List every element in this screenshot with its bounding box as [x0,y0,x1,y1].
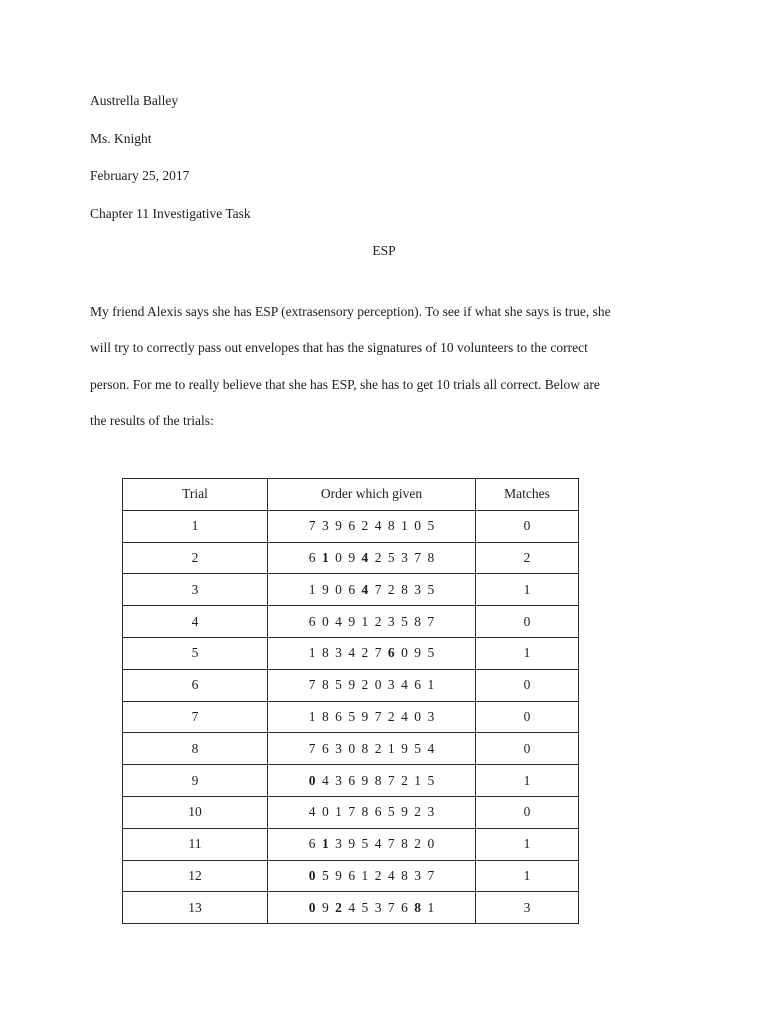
table-row [123,574,579,606]
order-digit: 2 [374,613,382,629]
trial-number: 13 [123,892,268,924]
order-digit: 2 [414,804,422,820]
trial-number: 8 [123,733,268,765]
order-cell [268,892,476,924]
order-digit: 6 [321,740,329,756]
order-digit: 7 [387,836,395,852]
order-digit: 9 [361,772,369,788]
matches-count: 1 [476,637,579,669]
order-digit: 3 [374,899,382,915]
order-digits [306,582,438,598]
order-digit: 0 [414,708,422,724]
order-digit: 1 [361,613,369,629]
document-title: ESP [372,243,396,258]
order-digit: 8 [387,518,395,534]
order-digit: 5 [321,867,329,883]
order-digit: 3 [401,549,408,565]
order-digit: 9 [401,804,408,820]
order-digit: 3 [321,518,329,534]
table-row [123,606,579,638]
order-digit: 7 [387,899,395,915]
header-trial: Trial [123,479,268,511]
order-digits [306,550,438,566]
order-digit: 7 [308,518,316,534]
order-digits [306,677,438,693]
order-digit: 9 [348,677,356,693]
intro-paragraph [90,294,690,439]
order-digit: 9 [321,581,329,597]
order-digit: 1 [308,581,316,597]
order-digit: 1 [361,867,369,883]
matched-digit: 0 [308,772,316,788]
order-digit: 2 [361,677,369,693]
trial-number: 1 [123,510,268,542]
trials-table [122,478,579,924]
order-digit: 9 [361,708,369,724]
order-digit: 8 [321,645,329,661]
order-digits [306,804,438,820]
order-digit: 2 [361,645,369,661]
order-digit: 3 [335,772,342,788]
order-digit: 4 [387,867,395,883]
order-digit: 6 [348,772,356,788]
trial-number: 5 [123,637,268,669]
trial-number: 12 [123,860,268,892]
order-cell [268,510,476,542]
order-digits [306,741,438,757]
matches-count: 0 [476,796,579,828]
table-row [123,510,579,542]
order-cell [268,733,476,765]
order-cell [268,542,476,574]
order-digits [306,645,438,661]
order-digit: 4 [348,645,356,661]
order-digits [306,709,438,725]
order-digit: 3 [427,708,435,724]
order-digit: 8 [321,708,329,724]
matches-count: 1 [476,828,579,860]
order-digits [306,518,438,534]
order-digit: 7 [427,613,435,629]
order-cell [268,765,476,797]
table-row [123,828,579,860]
order-digit: 9 [348,836,356,852]
order-digit: 6 [308,836,316,852]
order-digit: 2 [401,772,408,788]
matches-count: 0 [476,701,579,733]
order-digits [306,836,438,852]
order-digit: 6 [308,549,316,565]
order-digit: 7 [414,549,422,565]
order-digit: 8 [401,867,408,883]
order-digit: 5 [427,645,435,661]
matched-digit: 0 [308,867,316,883]
table-row [123,796,579,828]
order-digit: 4 [374,518,382,534]
order-digit: 0 [335,581,342,597]
order-digit: 8 [321,677,329,693]
order-digit: 6 [335,708,342,724]
header-order: Order which given [268,479,476,511]
trial-number: 7 [123,701,268,733]
order-digit: 9 [321,899,329,915]
paragraph-line: person. For me to really believe that she has ESP, she has to get 10 trials all correct. Below are [90,376,600,392]
order-digit: 6 [401,899,408,915]
order-digit: 5 [361,899,369,915]
order-cell [268,574,476,606]
trial-number: 6 [123,669,268,701]
order-digit: 8 [361,804,369,820]
order-digit: 0 [427,836,435,852]
order-digit: 1 [387,740,395,756]
order-digit: 1 [414,772,422,788]
matched-digit: 1 [321,836,329,852]
order-digit: 3 [387,677,395,693]
order-digit: 6 [348,518,356,534]
order-digits [306,868,438,884]
table-row [123,669,579,701]
order-digits [306,773,438,789]
table-body [123,510,579,923]
order-cell [268,701,476,733]
order-digit: 5 [387,804,395,820]
order-digit: 0 [321,804,329,820]
order-digit: 6 [308,613,316,629]
matches-count: 0 [476,669,579,701]
matched-digit: 2 [335,899,342,915]
order-digit: 5 [335,677,342,693]
order-digit: 0 [374,677,382,693]
order-digit: 7 [374,645,382,661]
order-digit: 4 [308,804,316,820]
order-digit: 2 [374,740,382,756]
order-digit: 7 [308,740,316,756]
order-digit: 9 [348,549,356,565]
order-digits [306,614,438,630]
order-digit: 7 [427,867,435,883]
order-digit: 8 [414,613,422,629]
order-digit: 8 [427,549,435,565]
order-digit: 8 [374,772,382,788]
teacher-name: Ms. Knight [90,131,152,146]
order-digit: 4 [427,740,435,756]
matched-digit: 6 [387,645,395,661]
order-digit: 9 [414,645,422,661]
order-digit: 5 [414,740,422,756]
matches-count: 1 [476,860,579,892]
order-digit: 0 [335,549,342,565]
order-digit: 2 [374,867,382,883]
matches-count: 3 [476,892,579,924]
order-digit: 7 [308,677,316,693]
order-digit: 4 [401,708,408,724]
order-digit: 3 [335,740,342,756]
order-digit: 4 [321,772,329,788]
matched-digit: 4 [361,581,369,597]
order-digits [306,900,438,916]
order-digit: 1 [335,804,342,820]
order-digit: 2 [387,581,395,597]
trial-number: 3 [123,574,268,606]
matches-count: 2 [476,542,579,574]
trial-number: 9 [123,765,268,797]
order-cell [268,828,476,860]
order-digit: 6 [374,804,382,820]
order-digit: 8 [401,581,408,597]
order-digit: 8 [401,836,408,852]
table-row [123,542,579,574]
order-digit: 3 [335,836,342,852]
header-matches: Matches [476,479,579,511]
matched-digit: 1 [321,549,329,565]
order-digit: 2 [387,708,395,724]
order-digit: 7 [348,804,356,820]
order-digit: 6 [414,677,422,693]
order-cell [268,637,476,669]
order-digit: 7 [374,708,382,724]
order-digit: 9 [335,867,342,883]
table-row [123,733,579,765]
order-digit: 3 [414,581,422,597]
order-digit: 2 [414,836,422,852]
order-cell [268,669,476,701]
order-digit: 2 [374,549,382,565]
order-cell [268,606,476,638]
order-digit: 4 [374,836,382,852]
table-row [123,637,579,669]
order-digit: 4 [348,899,356,915]
matched-digit: 0 [308,899,316,915]
order-digit: 9 [335,518,342,534]
matches-count: 0 [476,510,579,542]
trial-number: 4 [123,606,268,638]
order-digit: 4 [335,613,342,629]
order-digit: 3 [414,867,422,883]
paragraph-line: will try to correctly pass out envelopes that has the signatures of 10 volunteers to the correct [90,340,588,356]
order-cell [268,860,476,892]
order-digit: 1 [308,708,316,724]
date-line: February 25, 2017 [90,168,190,183]
paragraph-line: My friend Alexis says she has ESP (extrasensory perception). To see if what she says is true, she [90,304,611,319]
table-row [123,860,579,892]
order-digit: 5 [387,549,395,565]
order-digit: 1 [427,677,435,693]
order-digit: 5 [401,613,408,629]
order-digit: 2 [361,518,369,534]
table-header-row [123,479,579,511]
order-digit: 3 [387,613,395,629]
table-row [123,892,579,924]
matches-count: 1 [476,765,579,797]
order-digit: 0 [321,613,329,629]
matches-count: 0 [476,733,579,765]
order-digit: 5 [427,518,435,534]
matched-digit: 8 [414,899,422,915]
order-digit: 5 [427,772,435,788]
order-digit: 7 [374,581,382,597]
order-digit: 7 [387,772,395,788]
matched-digit: 4 [361,549,369,565]
order-digit: 5 [348,708,356,724]
order-digit: 5 [361,836,369,852]
table-row [123,765,579,797]
matches-count: 1 [476,574,579,606]
order-digit: 1 [308,645,316,661]
order-digit: 9 [348,613,356,629]
student-name: Austrella Balley [90,93,179,108]
order-digit: 8 [361,740,369,756]
order-digit: 0 [414,518,422,534]
trial-number: 11 [123,828,268,860]
order-digit: 1 [401,518,408,534]
matches-count: 0 [476,606,579,638]
order-digit: 9 [401,740,408,756]
order-digit: 6 [348,581,356,597]
order-digit: 6 [348,867,356,883]
table-row [123,701,579,733]
trial-number: 2 [123,542,268,574]
assignment-line: Chapter 11 Investigative Task [90,206,251,221]
order-cell [268,796,476,828]
order-digit: 0 [348,740,356,756]
order-digit: 5 [427,581,435,597]
trial-number: 10 [123,796,268,828]
order-digit: 1 [427,899,435,915]
order-digit: 3 [427,804,435,820]
order-digit: 3 [335,645,342,661]
paragraph-line: the results of the trials: [90,412,214,428]
order-digit: 0 [401,645,408,661]
order-digit: 4 [401,677,408,693]
